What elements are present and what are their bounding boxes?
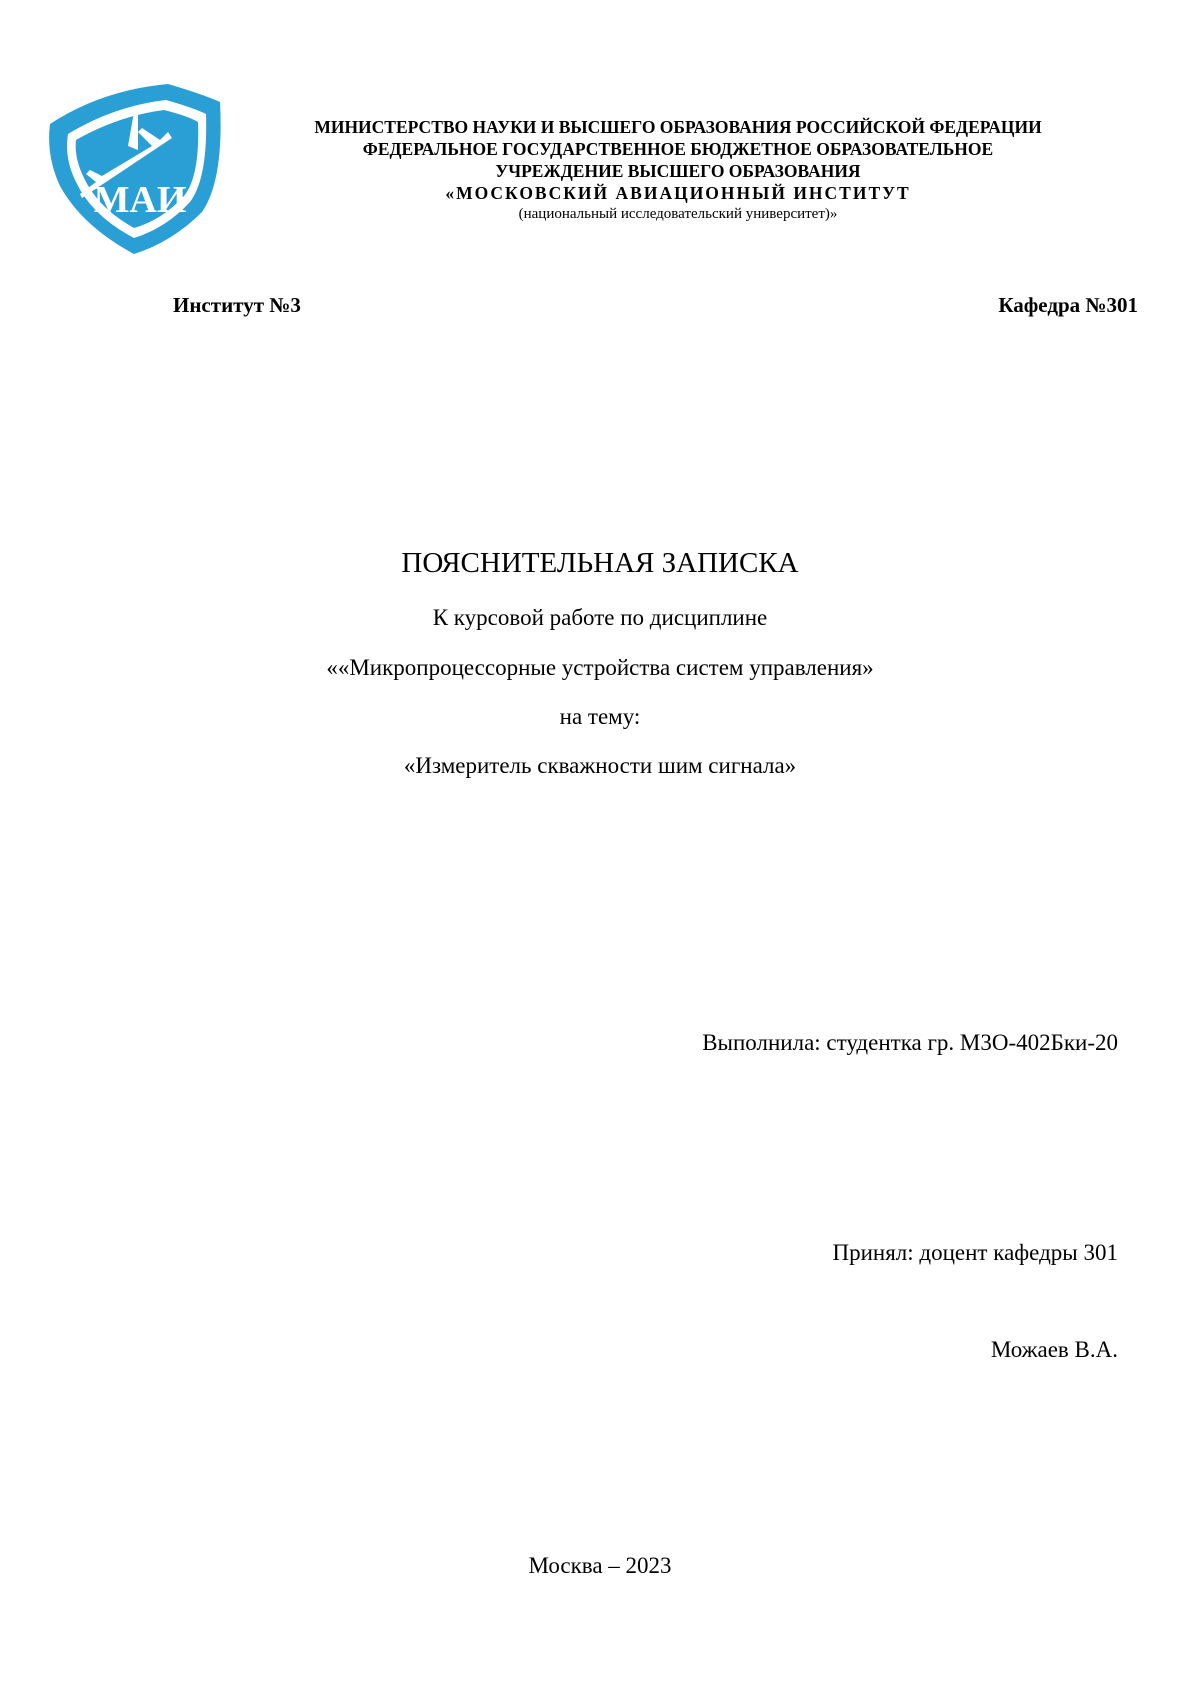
- performed-by: Выполнила: студентка гр. М3О-402Бки-20: [702, 1030, 1118, 1055]
- document-title: ПОЯСНИТЕЛЬНАЯ ЗАПИСКА: [401, 547, 799, 579]
- city-year: Москва – 2023: [528, 1553, 672, 1578]
- document-subtitle: К курсовой работе по дисциплине: [432, 605, 768, 630]
- header-line-1: МИНИСТЕРСТВО НАУКИ И ВЫСШЕГО ОБРАЗОВАНИЯ РОССИЙСКОЙ ФЕДЕРАЦИИ: [314, 117, 1042, 137]
- header-line-5: (национальный исследовательский университет)»: [518, 206, 838, 222]
- mai-shield-icon: [42, 80, 224, 256]
- topic-label: на тему:: [559, 704, 641, 729]
- accepted-by: Принял: доцент кафедры 301: [832, 1240, 1118, 1265]
- discipline-name: ««Микропроцессорные устройства систем управления»: [326, 655, 874, 680]
- institute-logo: [42, 80, 224, 256]
- teacher-name: Можаев В.А.: [990, 1337, 1118, 1362]
- header-line-2: ФЕДЕРАЛЬНОЕ ГОСУДАРСТВЕННОЕ БЮДЖЕТНОЕ ОБРАЗОВАТЕЛЬНОЕ: [362, 139, 994, 159]
- header-line-3: УЧРЕЖДЕНИЕ ВЫСШЕГО ОБРАЗОВАНИЯ: [495, 161, 861, 181]
- department-number: Кафедра №301: [998, 293, 1138, 317]
- svg-text:МАИ: МАИ: [93, 179, 187, 221]
- header-line-4: «МОСКОВСКИЙ АВИАЦИОННЫЙ ИНСТИТУТ: [445, 183, 911, 203]
- institute-number: Институт №3: [173, 293, 301, 317]
- ministry-header: [248, 116, 1108, 224]
- topic-name: «Измеритель скважности шим сигнала»: [403, 753, 797, 778]
